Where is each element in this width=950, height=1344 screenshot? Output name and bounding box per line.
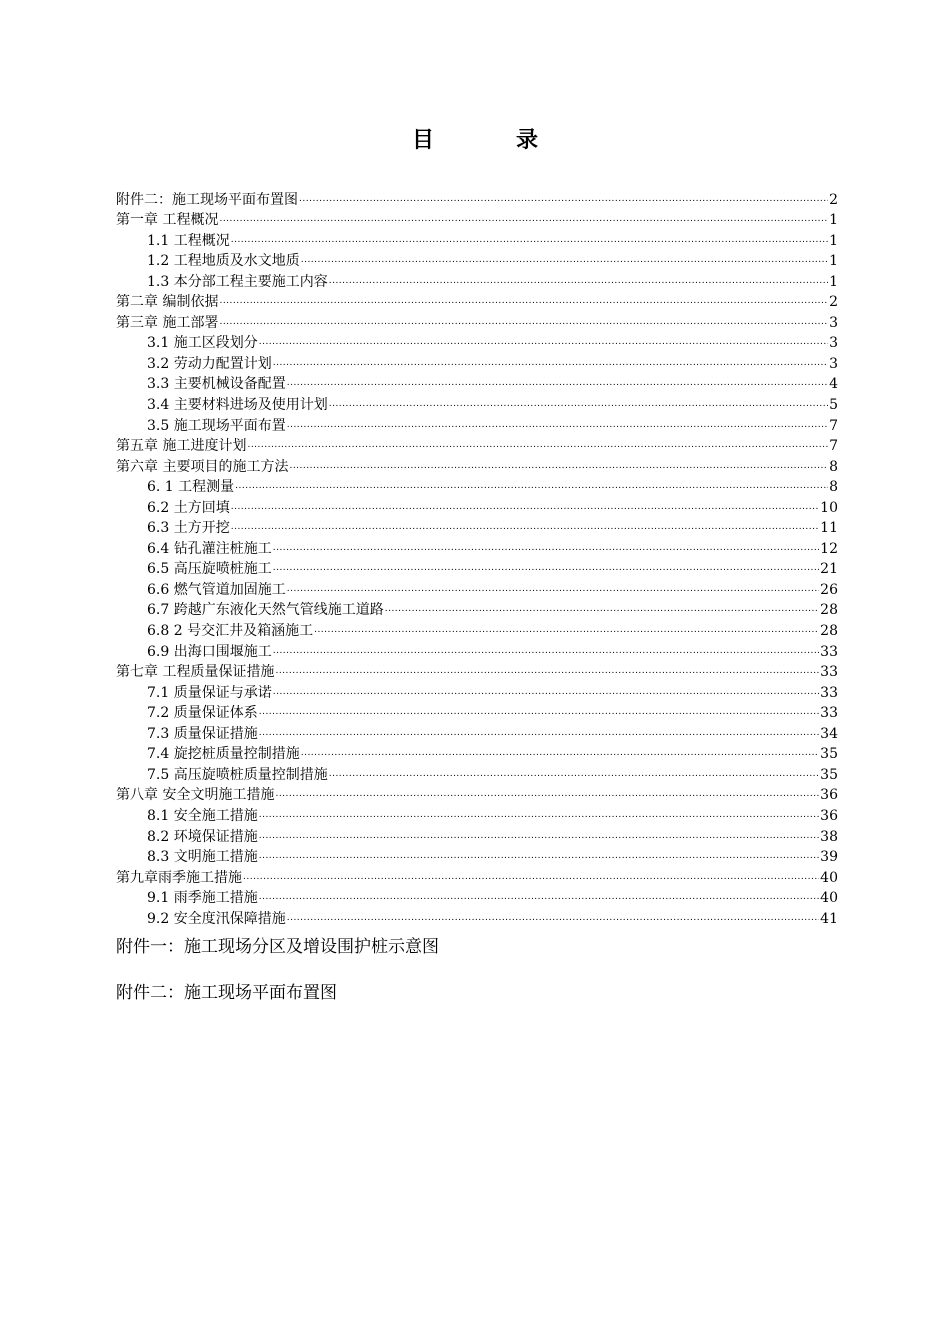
toc-entry-text: 第三章 施工部署: [116, 314, 219, 331]
toc-entry[interactable]: [116, 846, 838, 867]
toc-dot-leader: [259, 808, 819, 822]
toc-dot-leader: [231, 520, 819, 534]
toc-entry-text: 1.3 本分部工程主要施工内容: [147, 273, 328, 290]
toc-dot-leader: [259, 726, 819, 740]
toc-dot-leader: [275, 787, 819, 801]
toc-entry-text: 6.7 跨越广东液化天然气管线施工道路: [147, 602, 384, 619]
toc-dot-leader: [299, 192, 828, 206]
toc-entry-text: 7.5 高压旋喷桩质量控制措施: [147, 766, 328, 783]
toc-entry-text: 6.3 土方开挖: [147, 520, 230, 537]
toc-entry[interactable]: [116, 188, 838, 209]
toc-page-number: 33: [820, 664, 838, 681]
toc-page-number: 28: [820, 602, 838, 619]
toc-page-number: 1: [829, 232, 838, 249]
toc-page-number: 1: [829, 253, 838, 270]
toc-page-number: 21: [820, 561, 838, 578]
toc-entry[interactable]: [116, 476, 838, 497]
toc-entry[interactable]: [116, 866, 838, 887]
toc-entry-text: 8.3 文明施工措施: [147, 849, 258, 866]
toc-entry-text: 9.1 雨季施工措施: [147, 890, 258, 907]
toc-page-number: 8: [829, 479, 838, 496]
toc-page-number: 7: [829, 438, 838, 455]
toc-entry[interactable]: [116, 291, 838, 312]
toc-dot-leader: [273, 644, 819, 658]
toc-entry-text: 7.4 旋挖桩质量控制措施: [147, 746, 300, 763]
toc-dot-leader: [259, 829, 819, 843]
toc-dot-leader: [259, 849, 819, 863]
toc-page-number: 3: [829, 355, 838, 372]
toc-dot-leader: [219, 294, 828, 308]
toc-dot-leader: [273, 561, 819, 575]
toc-entry-text: 第二章 编制依据: [116, 294, 219, 311]
toc-dot-leader: [243, 870, 819, 884]
toc-dot-leader: [275, 664, 819, 678]
toc-entry-text: 7.3 质量保证措施: [147, 725, 258, 742]
toc-entry-text: 6. 1 工程测量: [147, 479, 235, 496]
toc-entry-text: 第六章 主要项目的施工方法: [116, 458, 289, 475]
toc-entry-text: 附件二：施工现场平面布置图: [116, 191, 298, 208]
toc-dot-leader: [314, 623, 819, 637]
toc-dot-leader: [301, 253, 828, 267]
toc-page-number: 36: [820, 807, 838, 824]
toc-dot-leader: [329, 767, 819, 781]
toc-dot-leader: [385, 602, 819, 616]
toc-entry-text: 7.2 质量保证体系: [147, 705, 258, 722]
toc-entry[interactable]: [116, 825, 838, 846]
toc-entry-text: 7.1 质量保证与承诺: [147, 684, 272, 701]
toc-entry-text: 8.2 环境保证措施: [147, 828, 258, 845]
toc-page-number: 3: [829, 335, 838, 352]
toc-dot-leader: [247, 438, 828, 452]
toc-dot-leader: [287, 418, 828, 432]
appendix-2: 附件二：施工现场平面布置图: [116, 983, 337, 1003]
toc-page-number: 40: [820, 869, 838, 886]
toc-entry[interactable]: [116, 619, 838, 640]
page-title: 目 录: [411, 127, 568, 153]
toc-page-number: 4: [829, 376, 838, 393]
toc-page-number: 28: [820, 623, 838, 640]
toc-page-number: 34: [820, 725, 838, 742]
toc-entry[interactable]: [116, 393, 838, 414]
toc-dot-leader: [329, 274, 828, 288]
toc-page-number: 38: [820, 828, 838, 845]
toc-entry-text: 3.1 施工区段划分: [147, 335, 258, 352]
toc-entry-text: 第一章 工程概况: [116, 212, 219, 229]
toc-entry[interactable]: [116, 517, 838, 538]
toc-dot-leader: [329, 397, 828, 411]
toc-entry[interactable]: [116, 332, 838, 353]
toc-entry-text: 第九章雨季施工措施: [116, 869, 242, 886]
toc-dot-leader: [219, 212, 828, 226]
toc-page-number: 1: [829, 212, 838, 229]
toc-page-number: 33: [820, 643, 838, 660]
toc-entry[interactable]: [116, 209, 838, 230]
toc-entry-text: 3.2 劳动力配置计划: [147, 355, 272, 372]
toc-entry[interactable]: [116, 352, 838, 373]
toc-entry-text: 9.2 安全度汛保障措施: [147, 910, 286, 927]
toc-entry-text: 6.4 钻孔灌注桩施工: [147, 540, 272, 557]
toc-entry[interactable]: [116, 311, 838, 332]
toc-entry[interactable]: [116, 599, 838, 620]
toc-dot-leader: [259, 705, 819, 719]
toc-page-number: 26: [820, 581, 838, 598]
toc-entry[interactable]: [116, 373, 838, 394]
toc-entry[interactable]: [116, 763, 838, 784]
toc-page-number: 39: [820, 849, 838, 866]
toc-page-number: 11: [820, 520, 838, 537]
toc-entry[interactable]: [116, 743, 838, 764]
toc-entry[interactable]: [116, 496, 838, 517]
toc-dot-leader: [259, 890, 819, 904]
toc-dot-leader: [287, 911, 819, 925]
toc-entry[interactable]: [116, 229, 838, 250]
toc-entry-text: 3.5 施工现场平面布置: [147, 417, 286, 434]
toc-entry[interactable]: [116, 722, 838, 743]
toc-entry-text: 第八章 安全文明施工措施: [116, 787, 275, 804]
table-of-contents: [116, 188, 838, 928]
toc-entry[interactable]: [116, 270, 838, 291]
toc-page-number: 8: [829, 458, 838, 475]
toc-entry-text: 第七章 工程质量保证措施: [116, 664, 275, 681]
toc-page-number: 1: [829, 273, 838, 290]
toc-dot-leader: [287, 376, 828, 390]
toc-entry-text: 第五章 施工进度计划: [116, 438, 247, 455]
toc-entry[interactable]: [116, 435, 838, 456]
toc-page-number: 33: [820, 705, 838, 722]
toc-dot-leader: [273, 356, 828, 370]
toc-entry[interactable]: [116, 578, 838, 599]
toc-page-number: 3: [829, 314, 838, 331]
toc-page-number: 41: [820, 910, 838, 927]
toc-entry-text: 1.2 工程地质及水文地质: [147, 253, 300, 270]
toc-page-number: 36: [820, 787, 838, 804]
toc-page-number: 10: [820, 499, 838, 516]
toc-dot-leader: [273, 541, 819, 555]
toc-dot-leader: [219, 315, 828, 329]
appendix-1: 附件一：施工现场分区及增设围护桩示意图: [116, 937, 439, 957]
toc-entry[interactable]: [116, 661, 838, 682]
toc-page-number: 2: [829, 294, 838, 311]
toc-entry[interactable]: [116, 681, 838, 702]
toc-dot-leader: [231, 233, 828, 247]
toc-page-number: 2: [829, 191, 838, 208]
toc-entry[interactable]: [116, 784, 838, 805]
toc-entry-text: 3.4 主要材料进场及使用计划: [147, 397, 328, 414]
toc-entry[interactable]: [116, 640, 838, 661]
toc-page-number: 33: [820, 684, 838, 701]
toc-entry[interactable]: [116, 455, 838, 476]
toc-entry-text: 6.2 土方回填: [147, 499, 230, 516]
toc-entry[interactable]: [116, 250, 838, 271]
toc-entry[interactable]: [116, 558, 838, 579]
toc-page-number: 35: [820, 766, 838, 783]
toc-entry-text: 1.1 工程概况: [147, 232, 230, 249]
toc-entry-text: 8.1 安全施工措施: [147, 807, 258, 824]
toc-entry[interactable]: [116, 702, 838, 723]
toc-page-number: 40: [820, 890, 838, 907]
toc-entry-text: 6.9 出海口围堰施工: [147, 643, 272, 660]
toc-dot-leader: [287, 582, 819, 596]
toc-entry-text: 6.8 2 号交汇井及箱涵施工: [147, 623, 314, 640]
toc-dot-leader: [301, 746, 819, 760]
toc-entry-text: 6.5 高压旋喷桩施工: [147, 561, 272, 578]
toc-dot-leader: [273, 685, 819, 699]
toc-dot-leader: [231, 500, 819, 514]
toc-entry-text: 6.6 燃气管道加固施工: [147, 581, 286, 598]
toc-entry[interactable]: [116, 907, 838, 928]
toc-entry[interactable]: [116, 537, 838, 558]
toc-page-number: 5: [829, 397, 838, 414]
toc-dot-leader: [289, 459, 828, 473]
toc-entry-text: 3.3 主要机械设备配置: [147, 376, 286, 393]
toc-page-number: 7: [829, 417, 838, 434]
toc-dot-leader: [235, 479, 828, 493]
toc-page-number: 35: [820, 746, 838, 763]
toc-page-number: 12: [820, 540, 838, 557]
toc-dot-leader: [259, 335, 828, 349]
toc-entry[interactable]: [116, 414, 838, 435]
toc-entry[interactable]: [116, 887, 838, 908]
toc-entry[interactable]: [116, 804, 838, 825]
